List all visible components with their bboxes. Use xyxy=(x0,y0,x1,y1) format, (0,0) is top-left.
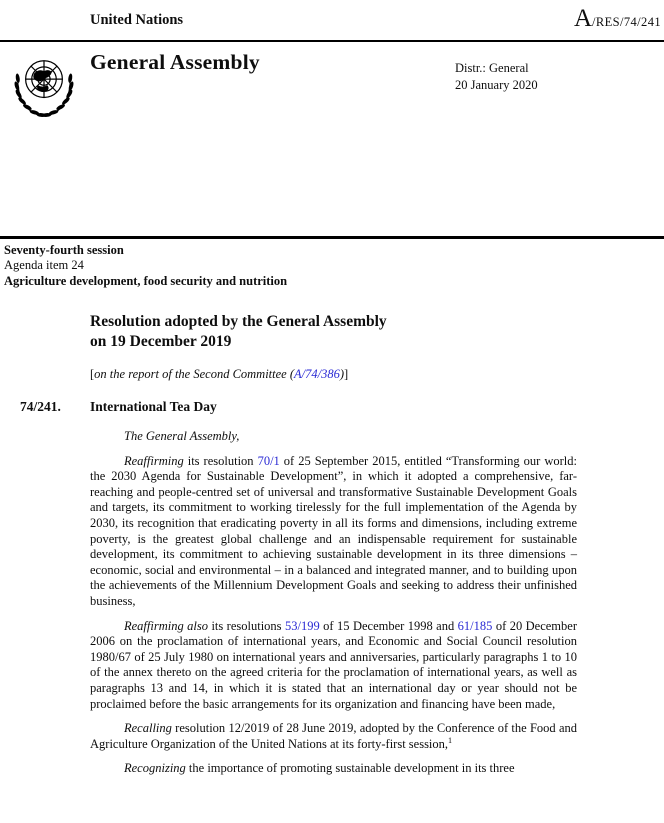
paragraph xyxy=(90,761,577,777)
text-segment: [ xyxy=(90,367,95,381)
text-segment: Recalling xyxy=(124,721,172,736)
text-segment: of 20 December 2006 on the proclamation of international years, and Economic and Social Council resolution 1980/67 of 25 July 1980 on international years and anniversaries, particularly paragraphs 1 to 10 of the annex thereto on the agreed criteria for the proclamation of international years, as well as paragraphs 13 and 14, in which it is stated that an international day or year should not be proclaimed before the basic arrangements for its organization and financing have been made, xyxy=(90,618,577,711)
text-segment: on the report of the Second Committee ( xyxy=(94,367,295,381)
text-segment: of 15 December 1998 and xyxy=(319,618,458,633)
report-reference xyxy=(90,367,348,382)
agenda-title: Agriculture development, food security and nutrition xyxy=(4,273,288,288)
text-segment: 1 xyxy=(448,735,453,745)
body-paragraphs xyxy=(90,429,577,786)
doc-link[interactable]: 53/199 xyxy=(284,618,320,633)
doc-link[interactable]: 61/185 xyxy=(457,618,493,633)
paragraph xyxy=(90,721,577,752)
text-segment: ) xyxy=(339,367,345,381)
text-segment: ] xyxy=(344,367,349,381)
text-segment: Reaffirming also xyxy=(124,618,208,633)
resolution-title-line2: on 19 December 2019 xyxy=(90,332,232,350)
distr-line: Distr.: General xyxy=(455,61,529,75)
resolution-number: 74/241. xyxy=(20,399,61,414)
paragraph xyxy=(90,454,577,610)
resolution-title-line1: Resolution adopted by the General Assembly xyxy=(90,313,387,330)
un-emblem-icon xyxy=(9,52,79,122)
resolution-heading xyxy=(20,399,217,415)
resolution-title xyxy=(90,312,387,351)
header-rule xyxy=(0,40,664,42)
document-symbol-letter: A xyxy=(573,5,592,32)
doc-link[interactable]: A/74/386 xyxy=(294,367,340,381)
document-symbol-rest: /RES/74/241 xyxy=(592,15,661,29)
text-segment: the importance of promoting sustainable development in its three xyxy=(185,761,515,776)
org-name: United Nations xyxy=(90,12,184,28)
organ-title: General Assembly xyxy=(90,50,260,74)
text-segment: of 25 September 2015, entitled “Transforming our world: the 2030 Agenda for Sustainable Development”, in which it adopted a comprehensive, far-reaching and people-centred set of universal and transformative Sustainable Development Goals and targets, its commitment to working tirelessly for the full implementation of the Agenda by 2030, its recognition that eradicating poverty in all its forms and dimensions, including extreme poverty, is the greatest global challenge and an indispensable requirement for sustainable development, its commitment to achieving sustainable development in its three dimensions – economic, social and environmental – in a balanced and integrated manner, and to building upon the achievements of the Millennium Development Goals and seeking to address their unfinished business, xyxy=(90,453,577,608)
session-block xyxy=(4,243,287,289)
text-segment: resolution 12/2019 of 28 June 2019, adopted by the Conference of the Food and Agriculture Organization of the United Nations at its forty-first session, xyxy=(90,721,577,751)
document-symbol xyxy=(574,5,661,33)
date-line: 20 January 2020 xyxy=(455,77,538,92)
text-segment: its resolutions xyxy=(208,618,285,633)
distribution-block xyxy=(455,60,538,93)
text-segment: Recognizing xyxy=(124,761,186,776)
session-title: Seventy-fourth session xyxy=(4,243,124,257)
section-rule xyxy=(0,236,664,239)
text-segment: Reaffirming xyxy=(124,453,184,468)
resolution-name: International Tea Day xyxy=(90,399,217,414)
paragraph xyxy=(90,619,577,713)
text-segment: The General Assembly, xyxy=(124,429,240,443)
paragraph xyxy=(90,429,577,445)
text-segment: its resolution xyxy=(183,453,258,468)
agenda-item: Agenda item 24 xyxy=(4,258,84,273)
doc-link[interactable]: 70/1 xyxy=(257,453,280,468)
